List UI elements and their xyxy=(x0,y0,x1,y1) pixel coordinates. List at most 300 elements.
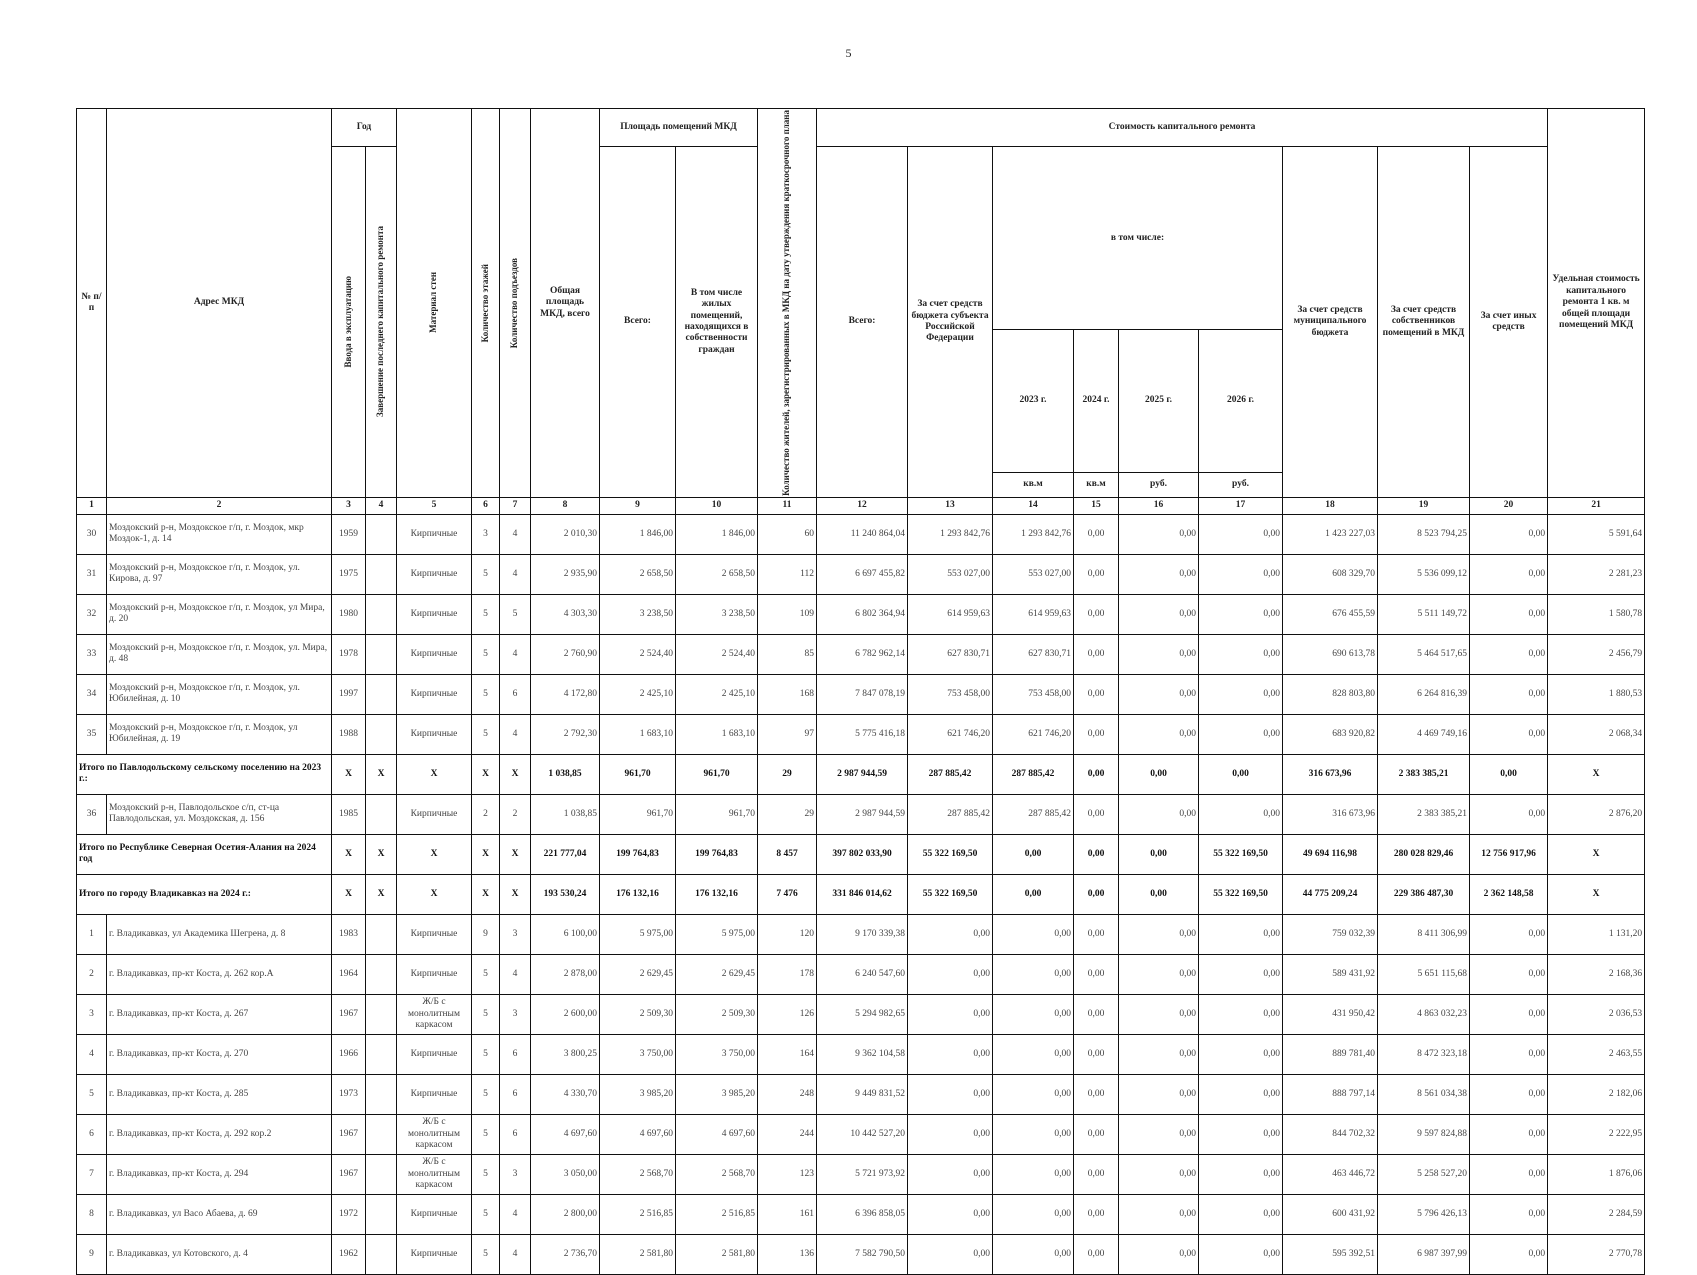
table-cell: 44 775 209,24 xyxy=(1283,874,1378,914)
table-cell: 1 038,85 xyxy=(531,794,600,834)
table-cell: 3 985,20 xyxy=(676,1074,758,1114)
table-cell: 6 100,00 xyxy=(531,914,600,954)
header-floors: Количество этажей xyxy=(472,109,500,498)
table-cell: 4 xyxy=(500,714,531,754)
table-cell xyxy=(366,1154,397,1194)
address-cell: г. Владикавказ, пр-кт Коста, д. 270 xyxy=(107,1034,332,1074)
table-cell: 55 322 169,50 xyxy=(908,834,993,874)
table-cell: 4 xyxy=(500,554,531,594)
table-row xyxy=(77,954,1645,994)
column-number: 19 xyxy=(1378,497,1470,514)
table-cell: 9 170 339,38 xyxy=(817,914,908,954)
header-total-area: Общая площадь МКД, всего xyxy=(531,109,600,498)
table-cell: 888 797,14 xyxy=(1283,1074,1378,1114)
table-cell: 244 xyxy=(758,1114,817,1154)
table-cell: 5 xyxy=(472,1074,500,1114)
table-cell: 221 777,04 xyxy=(531,834,600,874)
table-cell: X xyxy=(500,834,531,874)
table-cell: 0,00 xyxy=(1470,994,1548,1034)
table-cell: 0,00 xyxy=(1074,554,1119,594)
address-cell: Моздокский р-н, Павлодольское с/п, ст-ца Павлодольская, ул. Моздокская, д. 156 xyxy=(107,794,332,834)
table-cell: 5 xyxy=(77,1074,107,1114)
table-row xyxy=(77,1234,1645,1274)
table-cell: 2 629,45 xyxy=(600,954,676,994)
table-cell: 0,00 xyxy=(1074,1194,1119,1234)
header-residents: Количество жителей, зарегистрированных в МКД на дату утверждения краткосрочного плана xyxy=(758,109,817,498)
table-cell: 627 830,71 xyxy=(908,634,993,674)
address-cell: г. Владикавказ, пр-кт Коста, д. 267 xyxy=(107,994,332,1034)
table-cell: 1985 xyxy=(332,794,366,834)
table-cell: 2 516,85 xyxy=(676,1194,758,1234)
table-cell: 112 xyxy=(758,554,817,594)
table-cell: 828 803,80 xyxy=(1283,674,1378,714)
table-cell: 1967 xyxy=(332,994,366,1034)
table-row xyxy=(77,1194,1645,1234)
table-cell: 553 027,00 xyxy=(908,554,993,594)
table-cell: 0,00 xyxy=(1074,1034,1119,1074)
table-cell: 5 xyxy=(472,714,500,754)
table-cell: 0,00 xyxy=(1199,914,1283,954)
table-cell: 614 959,63 xyxy=(908,594,993,634)
table-cell: 97 xyxy=(758,714,817,754)
column-number: 15 xyxy=(1074,497,1119,514)
table-cell: 29 xyxy=(758,794,817,834)
table-cell: 5 775 416,18 xyxy=(817,714,908,754)
table-cell: Ж/Б с монолитным каркасом xyxy=(397,994,472,1034)
table-cell: 1 293 842,76 xyxy=(993,514,1074,554)
table-cell: X xyxy=(472,754,500,794)
table-row xyxy=(77,1034,1645,1074)
header-year-group: Год xyxy=(332,109,397,147)
table-cell: X xyxy=(332,834,366,874)
table-cell: Ж/Б с монолитным каркасом xyxy=(397,1154,472,1194)
table-cell: 35 xyxy=(77,714,107,754)
table-cell: 627 830,71 xyxy=(993,634,1074,674)
table-cell: 0,00 xyxy=(1199,994,1283,1034)
column-number: 16 xyxy=(1119,497,1199,514)
table-cell: X xyxy=(332,754,366,794)
table-row xyxy=(77,1074,1645,1114)
table-cell: 5 464 517,65 xyxy=(1378,634,1470,674)
table-cell: 0,00 xyxy=(1199,594,1283,634)
table-cell: 6 xyxy=(77,1114,107,1154)
header-year-last-repair: Завершение последнего капитального ремонта xyxy=(366,147,397,498)
table-cell: 2 876,20 xyxy=(1548,794,1645,834)
table-cell: 33 xyxy=(77,634,107,674)
table-cell: 1 880,53 xyxy=(1548,674,1645,714)
table-cell: 5 xyxy=(472,1034,500,1074)
table-cell: 287 885,42 xyxy=(993,754,1074,794)
table-cell: 0,00 xyxy=(1199,954,1283,994)
table-cell: 0,00 xyxy=(1199,554,1283,594)
table-cell: 0,00 xyxy=(1199,1034,1283,1074)
table-cell: 0,00 xyxy=(993,914,1074,954)
unit-cell: кв.м xyxy=(1074,472,1119,497)
table-cell: 0,00 xyxy=(1199,1234,1283,1274)
header-wall-material: Материал стен xyxy=(397,109,472,498)
table-cell: 0,00 xyxy=(1470,674,1548,714)
address-cell: г. Владикавказ, пр-кт Коста, д. 292 кор.2 xyxy=(107,1114,332,1154)
table-cell: 5 975,00 xyxy=(600,914,676,954)
table-cell: 0,00 xyxy=(1119,954,1199,994)
table-cell: 5 xyxy=(472,994,500,1034)
table-cell: 0,00 xyxy=(1470,914,1548,954)
table-cell: 1 423 227,03 xyxy=(1283,514,1378,554)
table-cell: 690 613,78 xyxy=(1283,634,1378,674)
table-cell: 3 238,50 xyxy=(676,594,758,634)
table-cell: 12 756 917,96 xyxy=(1470,834,1548,874)
table-cell xyxy=(366,514,397,554)
table-cell: 8 411 306,99 xyxy=(1378,914,1470,954)
table-cell: 1972 xyxy=(332,1194,366,1234)
table-cell: 6 987 397,99 xyxy=(1378,1234,1470,1274)
table-cell: 3 985,20 xyxy=(600,1074,676,1114)
table-cell: 0,00 xyxy=(1074,714,1119,754)
table-cell: 0,00 xyxy=(1470,1114,1548,1154)
table-cell: 9 597 824,88 xyxy=(1378,1114,1470,1154)
table-row xyxy=(77,714,1645,754)
table-cell: 31 xyxy=(77,554,107,594)
table-cell: 614 959,63 xyxy=(993,594,1074,634)
table-cell: 9 xyxy=(77,1234,107,1274)
table-cell: 621 746,20 xyxy=(993,714,1074,754)
table-cell: X xyxy=(1548,754,1645,794)
table-cell: 6 240 547,60 xyxy=(817,954,908,994)
table-cell: 6 xyxy=(500,1034,531,1074)
table-cell: 229 386 487,30 xyxy=(1378,874,1470,914)
table-cell: 0,00 xyxy=(1074,594,1119,634)
column-number: 13 xyxy=(908,497,993,514)
total-label: Итого по городу Владикавказ на 2024 г.: xyxy=(77,874,332,914)
table-cell: 1 131,20 xyxy=(1548,914,1645,954)
table-cell: 2 987 944,59 xyxy=(817,754,908,794)
table-cell: 5 796 426,13 xyxy=(1378,1194,1470,1234)
table-cell: 316 673,96 xyxy=(1283,754,1378,794)
table-cell: 8 xyxy=(77,1194,107,1234)
table-cell: Кирпичные xyxy=(397,634,472,674)
header-premises-group: Площадь помещений МКД xyxy=(600,109,758,147)
table-cell: Кирпичные xyxy=(397,594,472,634)
table-cell: 0,00 xyxy=(1199,714,1283,754)
header-cost-total: Всего: xyxy=(817,147,908,498)
table-cell: 0,00 xyxy=(1199,514,1283,554)
table-cell: 1 293 842,76 xyxy=(908,514,993,554)
table-cell: 29 xyxy=(758,754,817,794)
table-cell: 5 721 973,92 xyxy=(817,1154,908,1194)
table-cell xyxy=(366,634,397,674)
table-cell: 8 523 794,25 xyxy=(1378,514,1470,554)
table-cell: 0,00 xyxy=(908,954,993,994)
table-cell xyxy=(366,1034,397,1074)
table-cell: 1959 xyxy=(332,514,366,554)
table-cell: 123 xyxy=(758,1154,817,1194)
table-cell xyxy=(366,554,397,594)
table-row xyxy=(77,794,1645,834)
table-cell xyxy=(366,674,397,714)
table-cell: 7 476 xyxy=(758,874,817,914)
address-cell: г. Владикавказ, ул Васо Абаева, д. 69 xyxy=(107,1194,332,1234)
column-number: 5 xyxy=(397,497,472,514)
table-cell: X xyxy=(500,754,531,794)
table-cell: Кирпичные xyxy=(397,1074,472,1114)
table-cell: X xyxy=(366,834,397,874)
table-cell: 5 xyxy=(472,674,500,714)
table-cell: 4 172,80 xyxy=(531,674,600,714)
table-cell: 0,00 xyxy=(993,874,1074,914)
table-cell: 3 xyxy=(500,914,531,954)
table-cell: 600 431,92 xyxy=(1283,1194,1378,1234)
table-cell: 0,00 xyxy=(1119,874,1199,914)
table-cell: 2 736,70 xyxy=(531,1234,600,1274)
table-cell: 0,00 xyxy=(993,954,1074,994)
table-cell: 2 010,30 xyxy=(531,514,600,554)
table-cell: 331 846 014,62 xyxy=(817,874,908,914)
table-cell: 168 xyxy=(758,674,817,714)
address-cell: г. Владикавказ, ул Академика Шегрена, д. 8 xyxy=(107,914,332,954)
table-cell: 2 760,90 xyxy=(531,634,600,674)
table-cell: 889 781,40 xyxy=(1283,1034,1378,1074)
table-cell: 2 xyxy=(472,794,500,834)
column-number: 20 xyxy=(1470,497,1548,514)
table-cell: 0,00 xyxy=(1470,754,1548,794)
table-cell: 0,00 xyxy=(1199,794,1283,834)
table-cell: 36 xyxy=(77,794,107,834)
table-cell: 0,00 xyxy=(1470,1074,1548,1114)
table-cell: 6 xyxy=(500,1074,531,1114)
table-cell: 34 xyxy=(77,674,107,714)
table-cell: 109 xyxy=(758,594,817,634)
header-year-2024: 2024 г. xyxy=(1074,330,1119,472)
table-cell: 6 697 455,82 xyxy=(817,554,908,594)
unit-cell: руб. xyxy=(1119,472,1199,497)
table-cell: 0,00 xyxy=(1199,1154,1283,1194)
column-number: 11 xyxy=(758,497,817,514)
table-cell: 0,00 xyxy=(1119,674,1199,714)
table-cell: 1975 xyxy=(332,554,366,594)
table-cell: 5 294 982,65 xyxy=(817,994,908,1034)
table-cell: 0,00 xyxy=(1074,1154,1119,1194)
table-cell: 5 xyxy=(472,1194,500,1234)
table-cell: Кирпичные xyxy=(397,1234,472,1274)
table-cell: 5 xyxy=(472,1114,500,1154)
table-cell: 961,70 xyxy=(600,794,676,834)
table-cell: 0,00 xyxy=(1119,1234,1199,1274)
table-cell: 5 xyxy=(500,594,531,634)
table-cell: 0,00 xyxy=(1119,554,1199,594)
table-cell: 5 975,00 xyxy=(676,914,758,954)
table-row xyxy=(77,594,1645,634)
table-row xyxy=(77,554,1645,594)
table-cell: 4 xyxy=(500,514,531,554)
table-cell: 759 032,39 xyxy=(1283,914,1378,954)
table-cell: 1 683,10 xyxy=(600,714,676,754)
column-number: 4 xyxy=(366,497,397,514)
table-cell: 2 281,23 xyxy=(1548,554,1645,594)
column-number: 17 xyxy=(1199,497,1283,514)
table-cell: 2 568,70 xyxy=(600,1154,676,1194)
table-cell: 553 027,00 xyxy=(993,554,1074,594)
table-cell: 1967 xyxy=(332,1114,366,1154)
table-cell: 0,00 xyxy=(1470,954,1548,994)
table-cell: 3 750,00 xyxy=(676,1034,758,1074)
table-cell: Кирпичные xyxy=(397,914,472,954)
table-cell: 0,00 xyxy=(1199,634,1283,674)
table-cell: 0,00 xyxy=(1074,914,1119,954)
table-cell: 0,00 xyxy=(908,1074,993,1114)
table-cell xyxy=(366,1114,397,1154)
table-cell: Кирпичные xyxy=(397,554,472,594)
table-cell: 0,00 xyxy=(1119,1114,1199,1154)
table-cell: 6 xyxy=(500,674,531,714)
table-cell: 1983 xyxy=(332,914,366,954)
header-unit-cost: Удельная стоимость капитального ремонта 1 кв. м общей площади помещений МКД xyxy=(1548,109,1645,498)
table-cell: 683 920,82 xyxy=(1283,714,1378,754)
table-row xyxy=(77,514,1645,554)
table-cell: X xyxy=(397,874,472,914)
table-cell: 961,70 xyxy=(600,754,676,794)
table-cell: Кирпичные xyxy=(397,674,472,714)
header-cost-group: Стоимость капитального ремонта xyxy=(817,109,1548,147)
table-cell: 176 132,16 xyxy=(600,874,676,914)
table-cell: 2 383 385,21 xyxy=(1378,794,1470,834)
table-cell: 0,00 xyxy=(993,994,1074,1034)
table-cell: 126 xyxy=(758,994,817,1034)
header-cost-municipal: За счет средств муниципального бюджета xyxy=(1283,147,1378,498)
address-cell: г. Владикавказ, пр-кт Коста, д. 262 кор.А xyxy=(107,954,332,994)
table-cell: 0,00 xyxy=(993,1194,1074,1234)
table-cell: 3 xyxy=(500,1154,531,1194)
table-cell: 9 362 104,58 xyxy=(817,1034,908,1074)
table-cell: 55 322 169,50 xyxy=(908,874,993,914)
table-cell: 30 xyxy=(77,514,107,554)
table-cell: 0,00 xyxy=(1074,514,1119,554)
table-cell: 2 629,45 xyxy=(676,954,758,994)
table-cell: 0,00 xyxy=(993,834,1074,874)
table-cell: 0,00 xyxy=(1074,1234,1119,1274)
table-cell: 0,00 xyxy=(1470,634,1548,674)
table-cell: 397 802 033,90 xyxy=(817,834,908,874)
table-cell: 2 425,10 xyxy=(676,674,758,714)
table-cell xyxy=(366,794,397,834)
table-cell: Ж/Б с монолитным каркасом xyxy=(397,1114,472,1154)
table-cell: 85 xyxy=(758,634,817,674)
table-cell: 55 322 169,50 xyxy=(1199,834,1283,874)
column-number: 3 xyxy=(332,497,366,514)
table-cell: 178 xyxy=(758,954,817,994)
table-cell: 2 xyxy=(77,954,107,994)
column-numbers-row xyxy=(77,497,1645,514)
table-cell: 5 xyxy=(472,1154,500,1194)
table-cell: 0,00 xyxy=(1074,634,1119,674)
table-cell: 60 xyxy=(758,514,817,554)
table-cell xyxy=(366,1074,397,1114)
table-cell: 4 697,60 xyxy=(600,1114,676,1154)
column-number: 8 xyxy=(531,497,600,514)
table-cell: 0,00 xyxy=(1470,514,1548,554)
table-cell: 0,00 xyxy=(908,1234,993,1274)
header-cost-federal: За счет средств бюджета субъекта Российской Федерации xyxy=(908,147,993,498)
table-cell: 844 702,32 xyxy=(1283,1114,1378,1154)
table-cell: 5 xyxy=(472,554,500,594)
table-cell: 2 463,55 xyxy=(1548,1034,1645,1074)
table-cell: 0,00 xyxy=(1470,554,1548,594)
table-cell: 4 303,30 xyxy=(531,594,600,634)
address-cell: Моздокский р-н, Моздокское г/п, г. Моздок, ул. Юбилейная, д. 10 xyxy=(107,674,332,714)
capital-repair-table xyxy=(76,108,1645,1275)
table-cell: 2 516,85 xyxy=(600,1194,676,1234)
table-cell: 5 536 099,12 xyxy=(1378,554,1470,594)
table-cell: 5 651 115,68 xyxy=(1378,954,1470,994)
table-cell: 5 xyxy=(472,634,500,674)
table-cell: 0,00 xyxy=(908,1194,993,1234)
table-cell: 3 xyxy=(77,994,107,1034)
table-cell: 4 697,60 xyxy=(531,1114,600,1154)
table-cell: 0,00 xyxy=(993,1114,1074,1154)
total-row xyxy=(77,754,1645,794)
table-cell: 120 xyxy=(758,914,817,954)
table-cell: 595 392,51 xyxy=(1283,1234,1378,1274)
table-cell: 3 750,00 xyxy=(600,1034,676,1074)
table-cell: 1978 xyxy=(332,634,366,674)
table-cell: 0,00 xyxy=(1470,714,1548,754)
table-cell: 316 673,96 xyxy=(1283,794,1378,834)
total-label: Итого по Республике Северная Осетия-Алания на 2024 год xyxy=(77,834,332,874)
table-cell: 0,00 xyxy=(1470,1194,1548,1234)
table-cell: 0,00 xyxy=(1470,594,1548,634)
table-cell: 1964 xyxy=(332,954,366,994)
table-cell: Кирпичные xyxy=(397,714,472,754)
table-cell: X xyxy=(1548,834,1645,874)
table-cell: 1 683,10 xyxy=(676,714,758,754)
column-number: 18 xyxy=(1283,497,1378,514)
table-cell: 287 885,42 xyxy=(993,794,1074,834)
table-cell: 176 132,16 xyxy=(676,874,758,914)
table-row xyxy=(77,1114,1645,1154)
table-cell: 2 383 385,21 xyxy=(1378,754,1470,794)
unit-cell: кв.м xyxy=(993,472,1074,497)
table-cell: 0,00 xyxy=(1074,754,1119,794)
table-cell: 431 950,42 xyxy=(1283,994,1378,1034)
table-cell: 161 xyxy=(758,1194,817,1234)
table-cell: 4 469 749,16 xyxy=(1378,714,1470,754)
table-cell: 4 xyxy=(500,634,531,674)
table-row xyxy=(77,634,1645,674)
table-cell: 1 580,78 xyxy=(1548,594,1645,634)
table-cell: Кирпичные xyxy=(397,794,472,834)
table-cell: 0,00 xyxy=(993,1154,1074,1194)
table-cell: 287 885,42 xyxy=(908,754,993,794)
table-cell: 5 xyxy=(472,1234,500,1274)
table-cell: 2 168,36 xyxy=(1548,954,1645,994)
table-cell xyxy=(366,1194,397,1234)
table-cell: 2 524,40 xyxy=(600,634,676,674)
table-cell: 0,00 xyxy=(1119,514,1199,554)
table-cell: 5 591,64 xyxy=(1548,514,1645,554)
table-cell: 0,00 xyxy=(1074,794,1119,834)
header-premises-owned: В том числе жилых помещений, находящихся в собственности граждан xyxy=(676,147,758,498)
table-cell: 608 329,70 xyxy=(1283,554,1378,594)
table-cell: 199 764,83 xyxy=(600,834,676,874)
table-cell: 1988 xyxy=(332,714,366,754)
table-cell: 0,00 xyxy=(1470,1154,1548,1194)
table-cell: Кирпичные xyxy=(397,954,472,994)
table-cell: 3 800,25 xyxy=(531,1034,600,1074)
table-cell: 621 746,20 xyxy=(908,714,993,754)
table-cell: 7 582 790,50 xyxy=(817,1234,908,1274)
address-cell: Моздокский р-н, Моздокское г/п, г. Моздок, ул. Мира, д. 48 xyxy=(107,634,332,674)
table-cell: 0,00 xyxy=(1199,674,1283,714)
header-premises-total: Всего: xyxy=(600,147,676,498)
